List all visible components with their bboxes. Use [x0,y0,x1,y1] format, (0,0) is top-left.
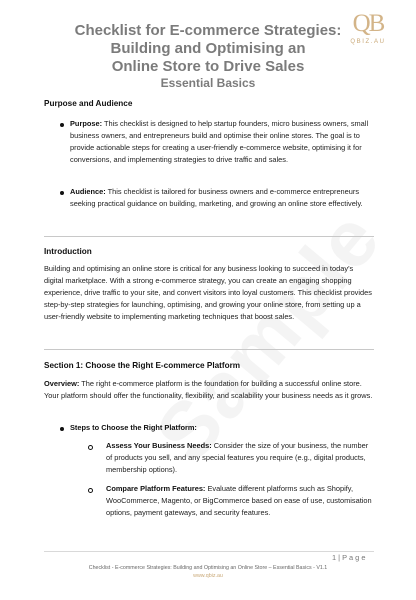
footer-text: Checklist - E-commerce Strategies: Building and Optimising an Online Store – Essential Basics - V1.1 [88,565,328,571]
sub-bullet-circle [88,445,93,450]
bullet-dot [60,191,64,195]
sub-bullet-circle [88,488,93,493]
section-divider [44,236,374,237]
overview-text: The right e-commerce platform is the foundation for building a successful online store. Your platform should offer the functionality, flexibility, and scalability your business needs as it grows. [44,379,373,400]
title-line-2: Building and Optimising an [110,40,306,57]
step-text: Evaluate different platforms such as Shopify, WooCommerce, Magento, or BigCommerce based on ease of use, customisation options, payment gateways, and security features. [106,484,372,517]
purpose-text: This checklist is designed to help startup founders, micro business owners, small business owners, and entrepreneurs build and optimise their online stores. The goal is to provide actionable steps for creating a user-friendly e-commerce website, optimising it for conversions, and implementing strategies to drive traffic and sales. [70,119,369,164]
step-text: Consider the size of your business, the number of products you sell, and any special features you require (e.g., digital products, membership options). [106,441,369,474]
section1-heading: Section 1: Choose the Right E-commerce Platform [44,361,241,370]
intro-paragraph: Building and optimising an online store is critical for any business looking to succeed in today’s digital marketplace. With a strong e-commerce strategy, you can create an engaging shopping experience, drive traffic to your site, and convert visitors into loyal customers. This checklist provides step-by-step strategies for launching, optimising, and growing your online store, from setting up a user-friendly website to implementing marketing techniques that boost sales. [44,264,372,321]
step-item [106,440,374,476]
steps-label-text: Steps to Choose the Right Platform: [70,423,197,432]
bullet-dot [60,427,64,431]
overview-label: Overview: [44,379,80,388]
purpose-label: Purpose: [70,119,103,128]
step-item [106,483,374,519]
audience-item [70,186,374,210]
purpose-item [70,118,374,166]
document-title [60,22,356,76]
page-number: 1 | P a g e [332,553,366,562]
bullet-dot [60,123,64,127]
footer-link[interactable]: www.qbiz.au [193,573,223,579]
step-label: Assess Your Business Needs: [106,441,212,450]
section1-overview [44,378,374,402]
intro-heading: Introduction [44,247,92,256]
audience-text: This checklist is tailored for business owners and e-commerce entrepreneurs seeking practical guidance on building, marketing, and growing an online store effectively. [70,187,363,208]
logo-letters: QB [352,10,384,37]
title-line-3: Online Store to Drive Sales [111,58,305,75]
step-label: Compare Platform Features: [106,484,206,493]
logo-text: QBIZ.AU [350,39,386,45]
purpose-heading: Purpose and Audience [44,99,133,108]
document-subtitle: Essential Basics [160,76,256,90]
footer-divider [44,551,374,552]
audience-label: Audience: [70,187,106,196]
steps-label [70,422,374,434]
section-divider [44,349,374,350]
title-line-1: Checklist for E-commerce Strategies: [74,22,342,39]
